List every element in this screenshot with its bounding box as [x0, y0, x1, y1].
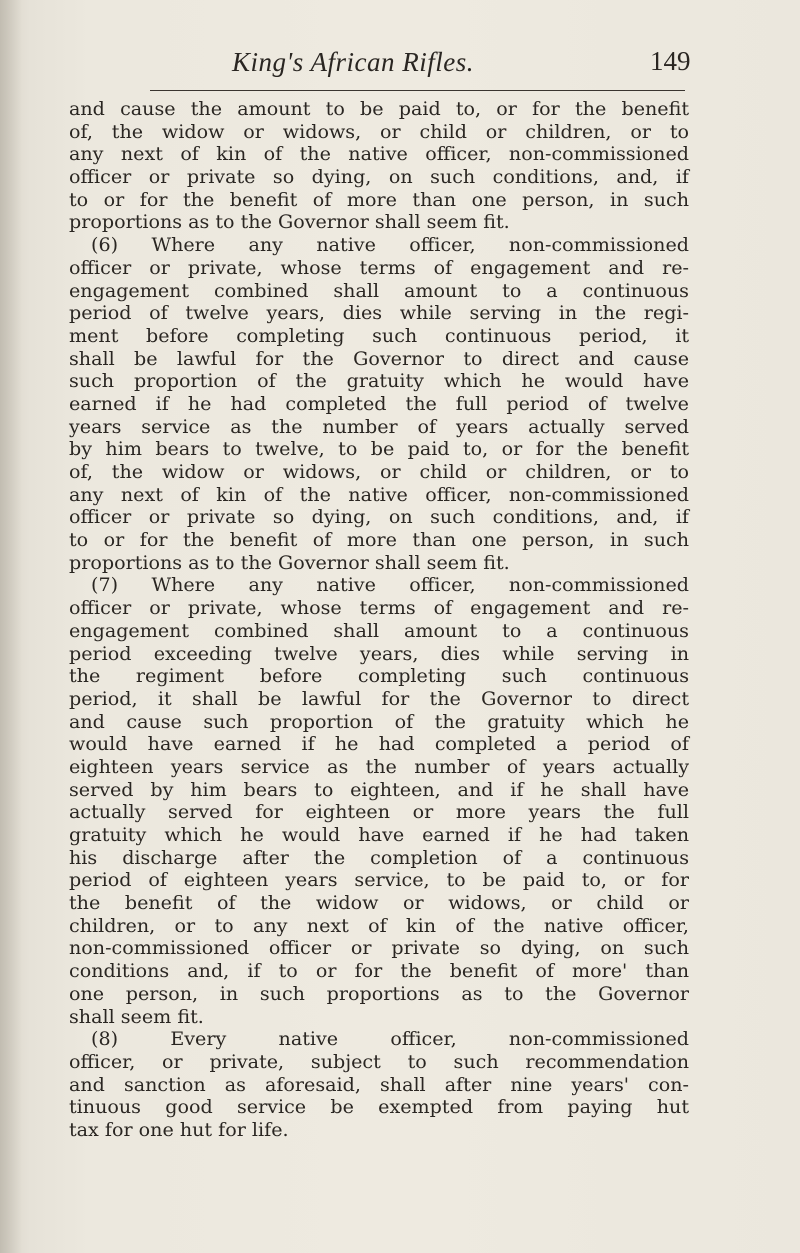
text-line: children, or to any next of kin of the native officer,	[69, 913, 689, 937]
text-line: officer or private, whose terms of engagement and re-	[69, 255, 689, 279]
text-line: proportions as to the Governor shall seem fit.	[69, 550, 510, 574]
text-line: officer or private so dying, on such conditions, and, if	[69, 165, 689, 189]
text-line: of, the widow or widows, or child or children, or to	[69, 119, 689, 143]
text-line: one person, in such proportions as to the Governor	[69, 981, 689, 1005]
text-line: tinuous good service be exempted from paying hut	[69, 1095, 689, 1119]
text-line: period of twelve years, dies while serving in the regi-	[69, 301, 689, 325]
text-line: officer, or private, subject to such recommendation	[69, 1049, 689, 1073]
text-line: (7) Where any native officer, non-commissioned	[91, 573, 689, 597]
text-line: non-commissioned officer or private so dying, on such	[69, 936, 689, 960]
text-line: officer or private, whose terms of engagement and re-	[69, 596, 689, 620]
text-line: ment before completing such continuous period, it	[69, 323, 689, 347]
text-line: period, it shall be lawful for the Governor to direct	[69, 686, 689, 710]
paragraph	[69, 98, 689, 234]
text-line: would have earned if he had completed a period of	[69, 732, 689, 756]
header-rule	[150, 90, 685, 91]
text-line: his discharge after the completion of a continuous	[69, 845, 689, 869]
text-line: gratuity which he would have earned if he had taken	[69, 823, 689, 846]
text-line: of, the widow or widows, or child or children, or to	[69, 460, 689, 483]
page-number: 149	[650, 46, 691, 76]
gutter-shadow	[0, 0, 22, 1253]
text-line: proportions as to the Governor shall seem fit.	[69, 210, 510, 234]
text-line: actually served for eighteen or more years the full	[69, 800, 689, 824]
text-line: such proportion of the gratuity which he would have	[69, 369, 689, 393]
text-line: and cause such proportion of the gratuity which he	[69, 709, 689, 733]
text-line: earned if he had completed the full period of twelve	[69, 391, 689, 415]
text-line: period of eighteen years service, to be paid to, or for	[69, 868, 689, 892]
text-line: tax for one hut for life.	[69, 1117, 289, 1141]
paragraph	[69, 574, 689, 1028]
text-line: and sanction as aforesaid, shall after nine years' con-	[69, 1072, 689, 1096]
text-line: eighteen years service as the number of years actually	[69, 754, 689, 778]
text-line: years service as the number of years actually served	[69, 414, 689, 438]
text-line: officer or private so dying, on such conditions, and, if	[69, 505, 689, 529]
paragraph	[69, 1028, 689, 1141]
text-line: served by him bears to eighteen, and if he shall have	[69, 777, 689, 801]
text-line: to or for the benefit of more than one person, in such	[69, 528, 689, 552]
text-line: any next of kin of the native officer, non-commissioned	[69, 142, 689, 166]
text-line: and cause the amount to be paid to, or for the benefit	[69, 97, 689, 120]
text-line: any next of kin of the native officer, non-commissioned	[69, 482, 689, 506]
text-line: to or for the benefit of more than one person, in such	[69, 187, 689, 211]
paragraph	[69, 234, 689, 574]
running-head: King's African Rifles.	[232, 47, 475, 77]
text-line: engagement combined shall amount to a continuous	[69, 278, 689, 302]
text-line: the regiment before completing such continuous	[69, 664, 689, 688]
text-line: the benefit of the widow or widows, or child or	[69, 891, 689, 915]
text-line: engagement combined shall amount to a continuous	[69, 618, 689, 642]
text-line: by him bears to twelve, to be paid to, or for the benefit	[69, 437, 689, 461]
body-text	[69, 98, 689, 1142]
text-line: shall seem fit.	[69, 1004, 204, 1028]
text-line: shall be lawful for the Governor to direct and cause	[69, 346, 689, 370]
text-line: conditions and, if to or for the benefit of more' than	[69, 959, 689, 983]
text-line: (8) Every native officer, non-commissioned	[91, 1027, 689, 1051]
text-line: period exceeding twelve years, dies while serving in	[69, 641, 689, 665]
text-line: (6) Where any native officer, non-commissioned	[91, 233, 689, 257]
